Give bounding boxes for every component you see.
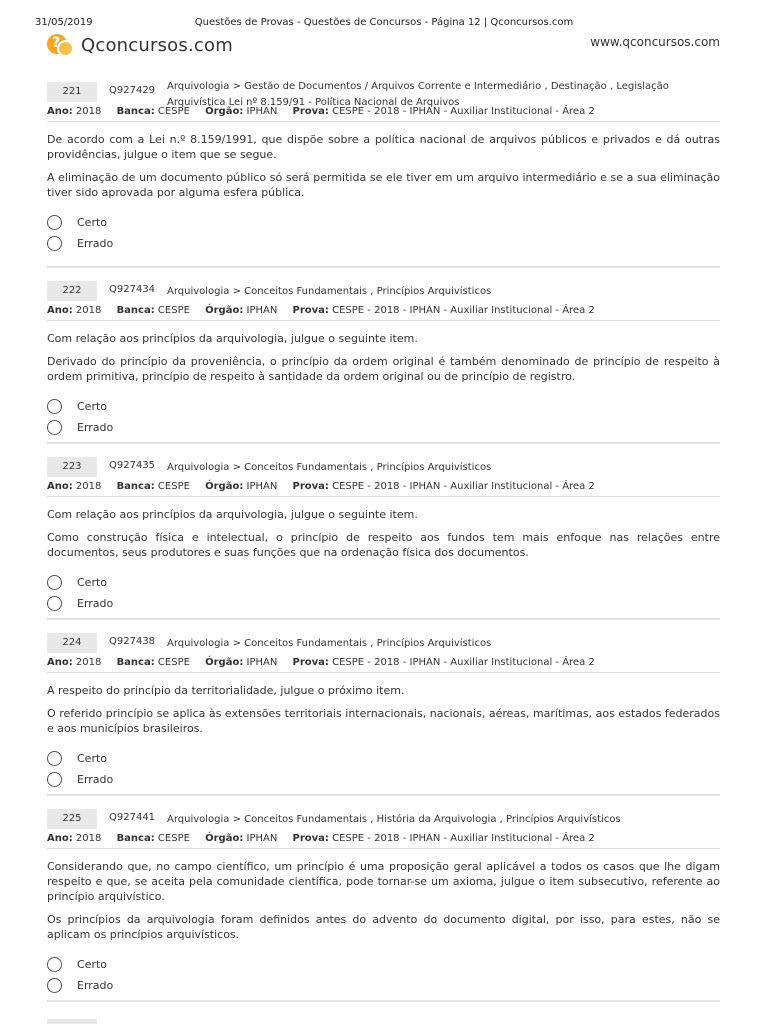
divider <box>47 320 720 321</box>
question-subject[interactable]: Arquivologia > Conceitos Fundamentais , Princípios Arquivísticos <box>167 286 492 297</box>
question-statement: Derivado do princípio da proveniência, o princípio da ordem original é também denominado de princípio de respeito à ordem primitiva, princípio de respeito à santidade da ordem original ou de princípio de registro. <box>47 355 720 383</box>
radio-button[interactable] <box>47 575 62 590</box>
meta-ano: 2018 <box>75 833 102 844</box>
meta-prova: CESPE - 2018 - IPHAN - Auxiliar Institucional - Área 2 <box>332 657 595 668</box>
question-id[interactable]: Q927441 <box>109 812 156 823</box>
meta-banca: CESPE <box>157 106 190 117</box>
question-id[interactable]: Q927434 <box>109 284 156 295</box>
meta-banca: CESPE <box>157 305 190 316</box>
question-card <box>47 281 720 438</box>
question-id[interactable]: Q927438 <box>109 636 156 647</box>
question-meta: Ano: 2018 Banca: CESPE Órgão: IPHAN Prova: CESPE - 2018 - IPHAN - Auxiliar Institucional - Área 2 <box>47 106 595 117</box>
site-logo[interactable] <box>47 31 233 59</box>
site-url[interactable]: www.qconcursos.com <box>590 35 720 49</box>
question-id[interactable]: Q927429 <box>109 85 156 96</box>
radio-button[interactable] <box>47 399 62 414</box>
radio-button[interactable] <box>47 772 62 787</box>
question-context: De acordo com a Lei n.º 8.159/1991, que dispõe sobre a política nacional de arquivos públicos e privados e dá outras providências, julgue o item que se segue. <box>47 133 720 161</box>
answer-options <box>47 572 720 614</box>
meta-orgao: IPHAN <box>246 305 278 316</box>
question-meta: Ano: 2018 Banca: CESPE Órgão: IPHAN Prova: CESPE - 2018 - IPHAN - Auxiliar Institucional - Área 2 <box>47 657 595 668</box>
question-statement: Como construção física e intelectual, o princípio de respeito aos fundos tem mais enfoque nas relações entre documentos, seus produtores e suas funções que na ordenação física dos documentos. <box>47 531 720 559</box>
question-separator <box>47 618 720 620</box>
question-context: Com relação aos princípios da arquivologia, julgue o seguinte item. <box>47 508 418 521</box>
option-certo[interactable]: Certo <box>47 954 720 975</box>
question-subject[interactable]: Arquivologia > Conceitos Fundamentais , Princípios Arquivísticos <box>167 638 492 649</box>
divider <box>47 121 720 122</box>
question-subject[interactable]: Arquivologia > Conceitos Fundamentais , História da Arquivologia , Princípios Arquivísticos <box>167 814 621 825</box>
question-subject[interactable]: Arquivologia > Gestão de Documentos / Arquivos Corrente e Intermediário , Destinação , Legislação Arquivística Lei nº 8.159/91 - Política Nacional de Arquivos <box>167 81 669 108</box>
divider <box>47 672 720 673</box>
meta-banca: CESPE <box>157 833 190 844</box>
option-certo[interactable]: Certo <box>47 212 720 233</box>
meta-prova: CESPE - 2018 - IPHAN - Auxiliar Institucional - Área 2 <box>332 481 595 492</box>
question-statement: Os princípios da arquivologia foram definidos antes do advento do documento digital, por isso, para estes, não se aplicam os princípios arquivísticos. <box>47 913 720 941</box>
question-context: Com relação aos princípios da arquivologia, julgue o seguinte item. <box>47 332 418 345</box>
question-context: A respeito do princípio da territorialidade, julgue o próximo item. <box>47 684 405 697</box>
question-card <box>47 809 720 996</box>
radio-button[interactable] <box>47 215 62 230</box>
question-number: 222 <box>47 281 97 301</box>
question-number: 225 <box>47 809 97 829</box>
question-number: 221 <box>47 82 97 102</box>
radio-button[interactable] <box>47 596 62 611</box>
question-statement: O referido princípio se aplica às extensões territoriais internacionais, nacionais, aéreas, marítimas, aos estados federados e aos municípios brasileiros. <box>47 707 720 735</box>
question-statement: A eliminação de um documento público só será permitida se ele tiver em um arquivo intermediário e se a sua eliminação tiver sido aprovada por alguma esfera pública. <box>47 171 720 199</box>
option-certo[interactable]: Certo <box>47 396 720 417</box>
meta-banca: CESPE <box>157 481 190 492</box>
question-subject[interactable]: Arquivologia > Conceitos Fundamentais , Princípios Arquivísticos <box>167 462 492 473</box>
meta-prova: CESPE - 2018 - IPHAN - Auxiliar Institucional - Área 2 <box>332 833 595 844</box>
radio-button[interactable] <box>47 978 62 993</box>
question-separator <box>47 442 720 444</box>
next-question-number <box>47 1019 97 1024</box>
meta-prova: CESPE - 2018 - IPHAN - Auxiliar Institucional - Área 2 <box>332 305 595 316</box>
question-meta: Ano: 2018 Banca: CESPE Órgão: IPHAN Prova: CESPE - 2018 - IPHAN - Auxiliar Institucional - Área 2 <box>47 305 595 316</box>
option-errado[interactable]: Errado <box>47 975 720 996</box>
option-certo[interactable]: Certo <box>47 572 720 593</box>
question-separator <box>47 794 720 796</box>
meta-orgao: IPHAN <box>246 657 278 668</box>
answer-options <box>47 212 720 254</box>
question-meta: Ano: 2018 Banca: CESPE Órgão: IPHAN Prova: CESPE - 2018 - IPHAN - Auxiliar Institucional - Área 2 <box>47 481 595 492</box>
print-page-title: Questões de Provas - Questões de Concursos - Página 12 | Qconcursos.com <box>194 17 574 28</box>
question-meta: Ano: 2018 Banca: CESPE Órgão: IPHAN Prova: CESPE - 2018 - IPHAN - Auxiliar Institucional - Área 2 <box>47 833 595 844</box>
meta-ano: 2018 <box>75 481 102 492</box>
meta-prova: CESPE - 2018 - IPHAN - Auxiliar Institucional - Área 2 <box>332 106 595 117</box>
radio-button[interactable] <box>47 957 62 972</box>
radio-button[interactable] <box>47 751 62 766</box>
question-context: Considerando que, no campo científico, um princípio é uma proposição geral aplicável a todos os casos que lhe digam respeito e que, se aceita pela comunidade científica, pode tornar-se um axioma, julgue o item subsecutivo, referente ao princípio arquivístico. <box>47 860 720 903</box>
answer-options <box>47 954 720 996</box>
option-certo[interactable]: Certo <box>47 748 720 769</box>
question-number: 224 <box>47 633 97 653</box>
qconcursos-logo-icon: ? <box>47 32 75 58</box>
option-errado[interactable]: Errado <box>47 233 720 254</box>
meta-ano: 2018 <box>75 305 102 316</box>
answer-options <box>47 748 720 790</box>
answer-options <box>47 396 720 438</box>
print-date: 31/05/2019 <box>35 17 93 28</box>
question-number: 223 <box>47 457 97 477</box>
divider <box>47 496 720 497</box>
meta-ano: 2018 <box>75 657 102 668</box>
meta-ano: 2018 <box>75 106 102 117</box>
question-separator <box>47 1000 720 1002</box>
print-header <box>0 0 768 30</box>
option-errado[interactable]: Errado <box>47 417 720 438</box>
question-card <box>47 633 720 790</box>
question-card <box>47 82 720 254</box>
divider <box>47 848 720 849</box>
question-separator <box>47 266 720 268</box>
radio-button[interactable] <box>47 236 62 251</box>
option-errado[interactable]: Errado <box>47 593 720 614</box>
logo-text: Qconcursos.com <box>81 34 233 56</box>
question-card <box>47 457 720 614</box>
question-id[interactable]: Q927435 <box>109 460 156 471</box>
meta-banca: CESPE <box>157 657 190 668</box>
meta-orgao: IPHAN <box>246 481 278 492</box>
meta-orgao: IPHAN <box>246 833 278 844</box>
radio-button[interactable] <box>47 420 62 435</box>
option-errado[interactable]: Errado <box>47 769 720 790</box>
meta-orgao: IPHAN <box>246 106 278 117</box>
